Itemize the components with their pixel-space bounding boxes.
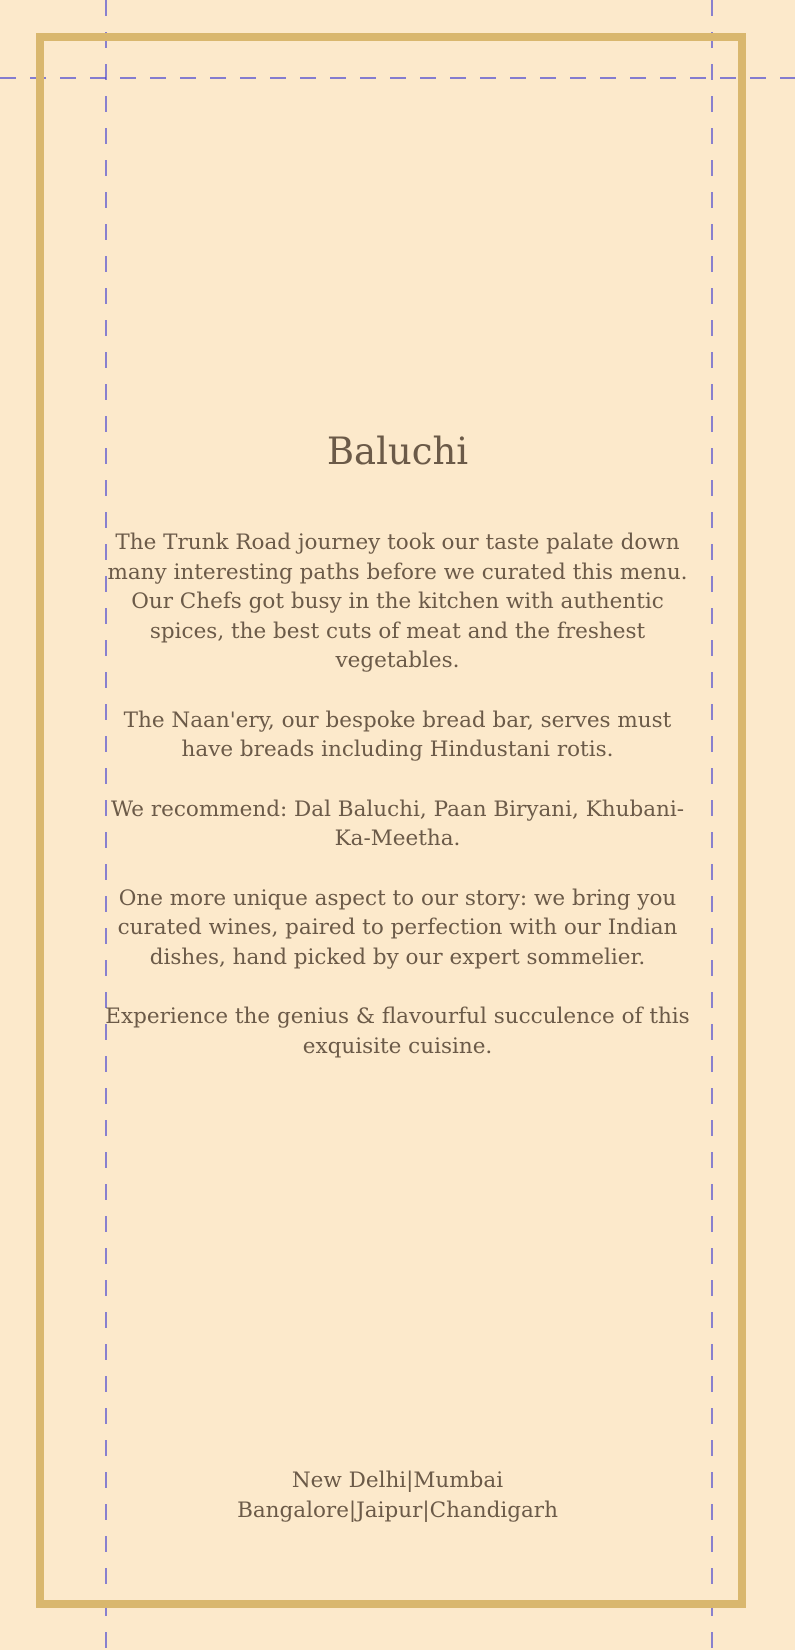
- story-paragraph: Experience the genius & flavourful succulence of this exquisite cuisine.: [105, 1004, 690, 1059]
- story-paragraph: The Naan'ery, our bespoke bread bar, serves must have breads including Hindustani rotis.: [123, 707, 672, 762]
- menu-title: Baluchi: [326, 430, 469, 473]
- locations: [100, 1466, 695, 1526]
- story-paragraph: One more unique aspect to our story: we bring you curated wines, paired to perfection with our Indian dishes, hand picked by our expert sommelier.: [117, 885, 678, 970]
- story-paragraph: We recommend: Dal Baluchi, Paan Biryani, Khubani-Ka-Meetha.: [110, 796, 685, 851]
- story-paragraph: The Trunk Road journey took our taste palate down many interesting paths before we curated this menu. Our Chefs got busy in the kitchen with authentic spices, the best cuts of meat and the freshest vegetables.: [107, 530, 688, 673]
- menu-story: [100, 528, 695, 1091]
- locations-line: Bangalore|Jaipur|Chandigarh: [237, 1498, 558, 1523]
- locations-line: New Delhi|Mumbai: [291, 1468, 504, 1493]
